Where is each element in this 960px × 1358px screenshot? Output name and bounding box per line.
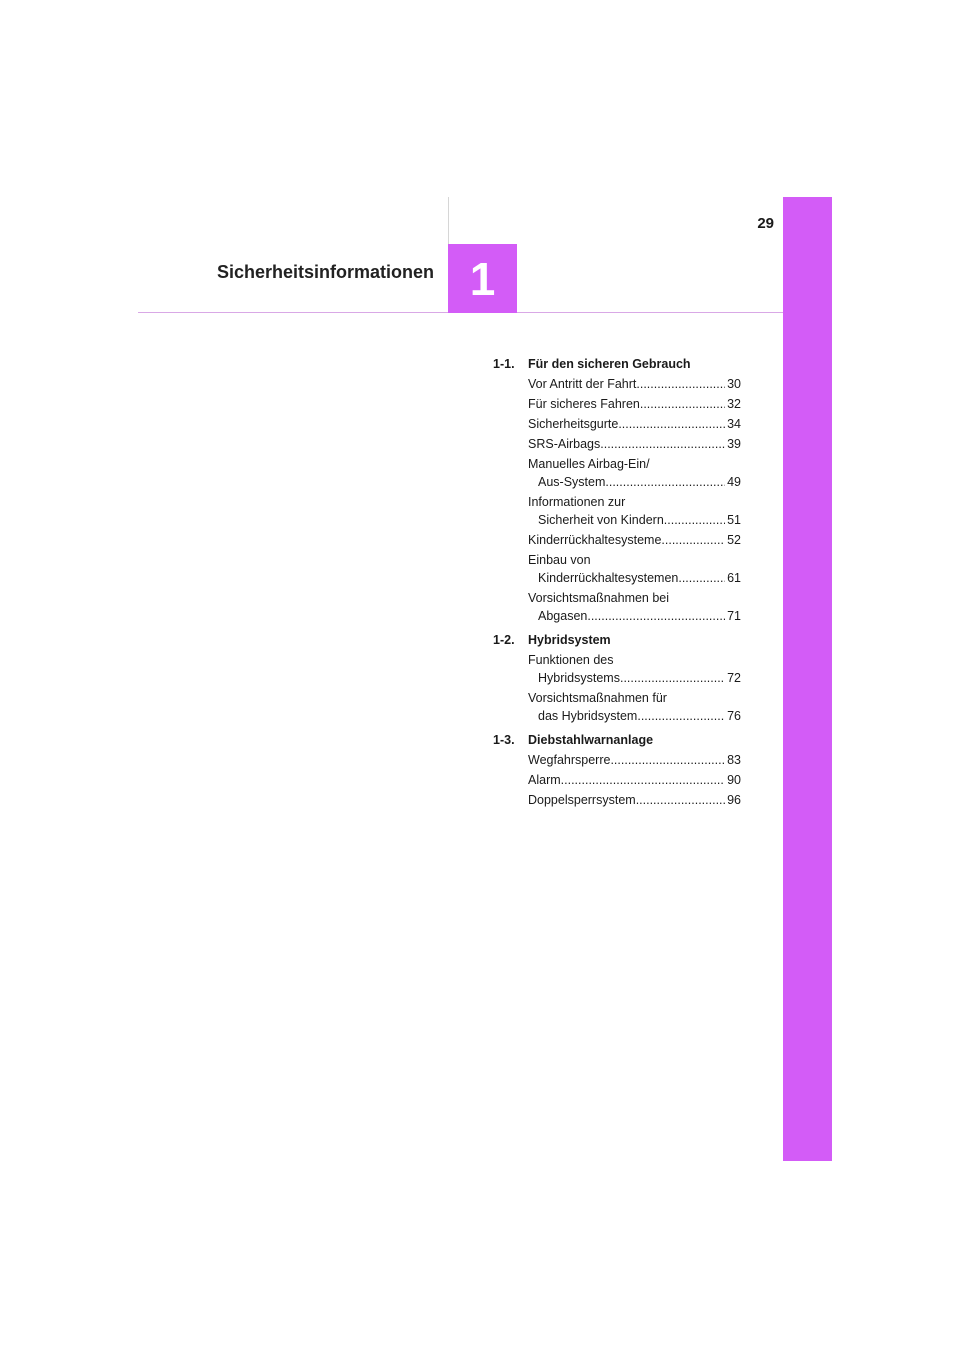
table-of-contents [493, 355, 741, 815]
toc-section-heading[interactable] [493, 731, 741, 749]
toc-entry[interactable] [528, 493, 741, 529]
toc-entry-page: 51 [727, 513, 741, 527]
toc-dot-leader [636, 375, 725, 393]
toc-dot-leader [600, 435, 725, 453]
section-title: Sicherheitsinformationen [216, 262, 434, 282]
toc-section-title: Diebstahlwarnanlage [528, 733, 654, 747]
toc-entry[interactable] [528, 415, 741, 433]
toc-entry-label: Sicherheitsgurte [528, 417, 619, 431]
toc-entry-label: Kinderrückhaltesysteme [528, 533, 662, 547]
toc-dot-leader [640, 395, 725, 413]
page-number: 29 [757, 215, 774, 232]
toc-entry[interactable] [528, 531, 741, 549]
toc-entry[interactable] [528, 751, 741, 769]
toc-entry-label-line: Funktionen des [528, 653, 614, 667]
toc-dot-leader [620, 669, 725, 687]
toc-entry-page: 96 [727, 793, 741, 807]
toc-entry-label: Hybridsystems [538, 671, 620, 685]
toc-entry[interactable] [528, 771, 741, 789]
toc-entry-page: 71 [727, 609, 741, 623]
toc-entry[interactable] [528, 551, 741, 587]
toc-dot-leader [610, 751, 725, 769]
toc-section-number: 1-3. [493, 733, 515, 747]
toc-entry[interactable] [528, 651, 741, 687]
toc-dot-leader [637, 707, 725, 725]
toc-entry-label: Kinderrückhaltesystemen [538, 571, 679, 585]
toc-section-number: 1-2. [493, 633, 515, 647]
toc-entry-label-line: Vorsichtsmaßnahmen bei [528, 591, 670, 605]
toc-dot-leader [587, 607, 725, 625]
toc-entry[interactable] [528, 455, 741, 491]
toc-entry-page: 39 [727, 437, 741, 451]
toc-entry[interactable] [528, 375, 741, 393]
toc-entry[interactable] [528, 589, 741, 625]
toc-entry-label: Wegfahrsperre [528, 753, 611, 767]
toc-dot-leader [636, 791, 725, 809]
toc-dot-leader [605, 473, 725, 491]
toc-entry[interactable] [528, 689, 741, 725]
toc-entry-page: 90 [727, 773, 741, 787]
toc-section-heading[interactable] [493, 355, 741, 373]
toc-entry-label-line: Vorsichtsmaßnahmen für [528, 691, 667, 705]
header-divider-vertical [448, 197, 449, 244]
toc-entry-label: Für sicheres Fahren [528, 397, 640, 411]
toc-entry-label: Sicherheit von Kindern [538, 513, 664, 527]
toc-entry-page: 52 [727, 533, 741, 547]
toc-entry-label: Alarm [528, 773, 561, 787]
toc-entry-label: Abgasen [538, 609, 588, 623]
toc-entry-label: Doppelsperrsystem [528, 793, 636, 807]
toc-section-title: Hybridsystem [528, 633, 611, 647]
toc-entry-label: SRS-Airbags [528, 437, 601, 451]
toc-section-number: 1-1. [493, 357, 515, 371]
toc-entry-page: 83 [727, 753, 741, 767]
chapter-number-badge: 1 [448, 244, 517, 313]
toc-entry[interactable] [528, 435, 741, 453]
toc-dot-leader [664, 511, 725, 529]
toc-entry-label-line: Einbau von [528, 553, 591, 567]
toc-dot-leader [561, 771, 725, 789]
toc-entry-page: 61 [727, 571, 741, 585]
toc-dot-leader [618, 415, 725, 433]
toc-entry-page: 49 [727, 475, 741, 489]
toc-entry-page: 72 [727, 671, 741, 685]
toc-dot-leader [661, 531, 725, 549]
toc-entry-label-line: Informationen zur [528, 495, 626, 509]
toc-entry-page: 32 [727, 397, 741, 411]
toc-entry-page: 34 [727, 417, 741, 431]
toc-section-heading[interactable] [493, 631, 741, 649]
toc-entry-label: das Hybridsystem [538, 709, 638, 723]
toc-entry-label-line: Manuelles Airbag-Ein/ [528, 457, 650, 471]
toc-section-title: Für den sicheren Gebrauch [528, 357, 691, 371]
toc-entry-page: 30 [727, 377, 741, 391]
toc-entry-page: 76 [727, 709, 741, 723]
toc-entry-label: Vor Antritt der Fahrt [528, 377, 637, 391]
toc-dot-leader [678, 569, 725, 587]
chapter-tab-bar [783, 197, 832, 1161]
toc-entry[interactable] [528, 395, 741, 413]
toc-entry[interactable] [528, 791, 741, 809]
toc-entry-label: Aus-System [538, 475, 606, 489]
